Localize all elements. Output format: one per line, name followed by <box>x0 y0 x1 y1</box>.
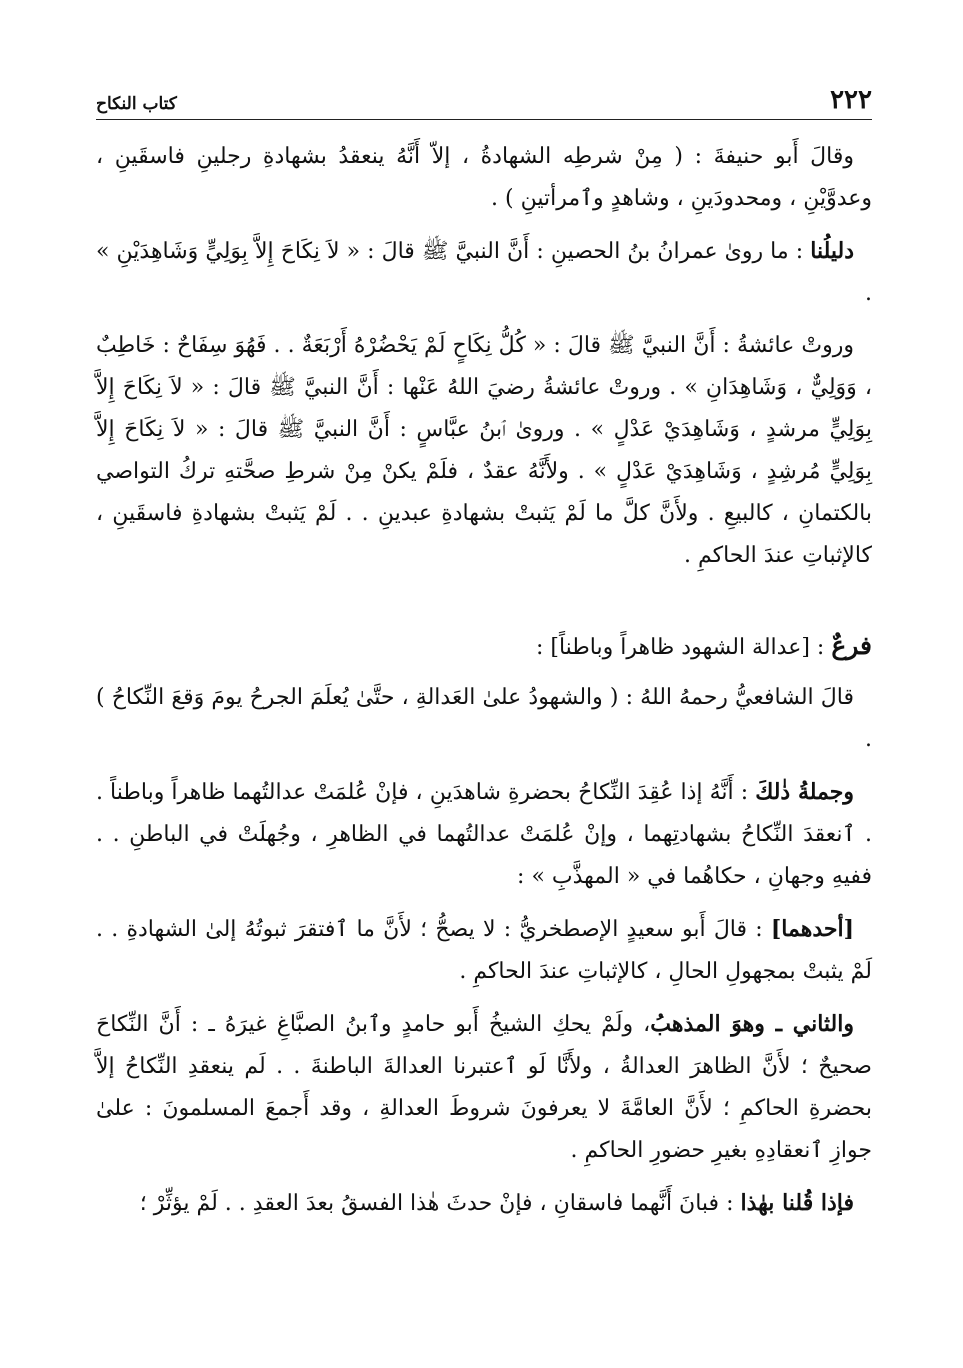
paragraph-text: ، ولَمْ يحكِ الشيخُ أَبو حامدٍ وٱبنُ الصبَّاغِ غيرَهُ ـ : أَنَّ النِّكاحَ صحيحٌ ؛ لأَنَّ الظاهرَ العدالةُ ، ولأَنَّا لَو ٱعتبرنا العدالةَ الباطنةَ . . لَم ينعقدِ النِّكاحُ إلاَّ بحضرةِ الحاكمِ ؛ لأَنَّ العامَّةَ لا يعرفونَ شروطَ العدالةِ ، وقد أَجمعَ المسلمونَ : علىٰ جوازِ ٱنعقادِهِ بغيرِ حضورِ الحاكمِ . <box>96 1012 872 1163</box>
page-header <box>96 80 872 120</box>
paragraph-text: وقالَ أَبو حنيفةَ : ( مِنْ شرطِه الشهادةُ ، إلاّ أَنَّهُ ينعقدُ بشهادةِ رجلينِ فاسقَينِ ، وعدوَّيْنِ ، ومحدودَينِ ، وشاهدٍ وٱمرأتينِ ) . <box>96 144 872 211</box>
book-page <box>96 80 872 1350</box>
paragraph-aisha-narration <box>96 325 872 577</box>
paragraph-lead: وجملةُ ذٰلكَ <box>755 779 854 805</box>
paragraph-text: : فبانَ أَنَّهما فاسقانِ ، فإنْ حدثَ هٰذا الفسقُ بعدَ العقدِ . . لَمْ يؤثِّرْ ؛ <box>139 1191 741 1216</box>
paragraph-lead: دليلُنا <box>810 238 854 264</box>
running-title: كتاب النكاح <box>96 94 177 114</box>
paragraph-lead: [أحدهما] <box>770 916 854 942</box>
paragraph-second-view <box>96 1003 872 1172</box>
paragraph-lead: والثاني ـ وهوَ المذهبُ <box>650 1011 855 1037</box>
paragraph-text: قالَ الشافعيُّ رحمهُ اللهُ : ( والشهودُ علىٰ العَدالةِ ، حتَّىٰ يُعلَمَ الجرحُ يومَ وَقعَ النِّكاحُ ) . <box>96 685 872 752</box>
paragraph-lead: فإذا قُلنا بهٰذا <box>740 1190 854 1216</box>
paragraph-text: : أَنَّهُ إذا عُقِدَ النِّكاحُ بحضرةِ شاهدَينِ ، فإنْ عُلمَتْ عدالتُهما ظاهراً وباطناً . . ٱنعقدَ النِّكاحُ بشهادتِهما ، وإنْ عُلمَتْ عدالتُهما في الظاهرِ ، وجُهلَتْ في الباطنِ . . ففيهِ وجهانِ ، حكاهُما في « المهذَّبِ » : <box>96 780 872 889</box>
paragraph-text: وروتْ عائشةُ : أَنَّ النبيَّ ﷺ قالَ : « كُلُّ نِكَاحٍ لَمْ يَحْضُرْهُ أَرْبَعَةٌ . . فَهُوَ سِفَاحٌ : خَاطِبٌ ، وَوَلِيٌّ ، وَشَاهِدَانِ » . وروتْ عائشةُ رضيَ اللهُ عَنْها : أَنَّ النبيَّ ﷺ قالَ : « لاَ نِكَاحَ إِلاَّ بِوَلِيٍّ مرشدٍ ، وَشَاهِدَيْ عَدْلٍ » . وروىٰ ٱبنُ عبَّاسٍ : أَنَّ النبيَّ ﷺ قالَ : « لاَ نِكَاحَ إِلاَّ بِوَلِيٍّ مُرشِدٍ ، وَشَاهِدَيْ عَدْلٍ » . ولأَنَّهُ عقدٌ ، فلَمْ يكنْ مِنْ شرطِ صحَّتهِ تركُ التواصي بالكتمانِ ، كالبيعِ . ولأَنَّ كلَّ ما لَمْ يَثبتْ بشهادةِ عبدينِ . . لَمْ يَثبتْ بشهادةِ فاسقَينِ ، كالإثباتِ عندَ الحاكمِ . <box>96 333 872 568</box>
paragraph-text: : قالَ أَبو سعيدٍ الإصطخريُّ : لا يصحُّ ؛ لأَنَّ ما ٱفتقرَ ثبوتُهُ إلىٰ الشهادةِ . . لَمْ يثبتْ بمجهولِ الحالِ ، كالإثباتِ عندَ الحاكمِ . <box>96 917 872 984</box>
page-body <box>96 136 872 1225</box>
paragraph-first-view <box>96 908 872 993</box>
paragraph-text: : ما روىٰ عمرانُ بنُ الحصينِ : أَنَّ النبيَّ ﷺ قالَ : « لاَ نِكَاحَ إِلاَّ بِوَلِيٍّ وَشَاهِدَيْنِ » . <box>96 239 872 306</box>
section-spacer <box>96 577 872 625</box>
paragraph-evidence <box>96 230 872 315</box>
section-title: : [عدالة الشهود ظاهراً وباطناً] : <box>535 635 832 660</box>
paragraph-if-we-say <box>96 1182 872 1225</box>
paragraph-abu-hanifa <box>96 136 872 220</box>
section-key: فرعٌ <box>831 631 872 660</box>
paragraph-summary <box>96 771 872 898</box>
section-heading <box>96 625 872 669</box>
paragraph-shafii <box>96 677 872 761</box>
page-number: ٢٢٢ <box>830 85 872 115</box>
